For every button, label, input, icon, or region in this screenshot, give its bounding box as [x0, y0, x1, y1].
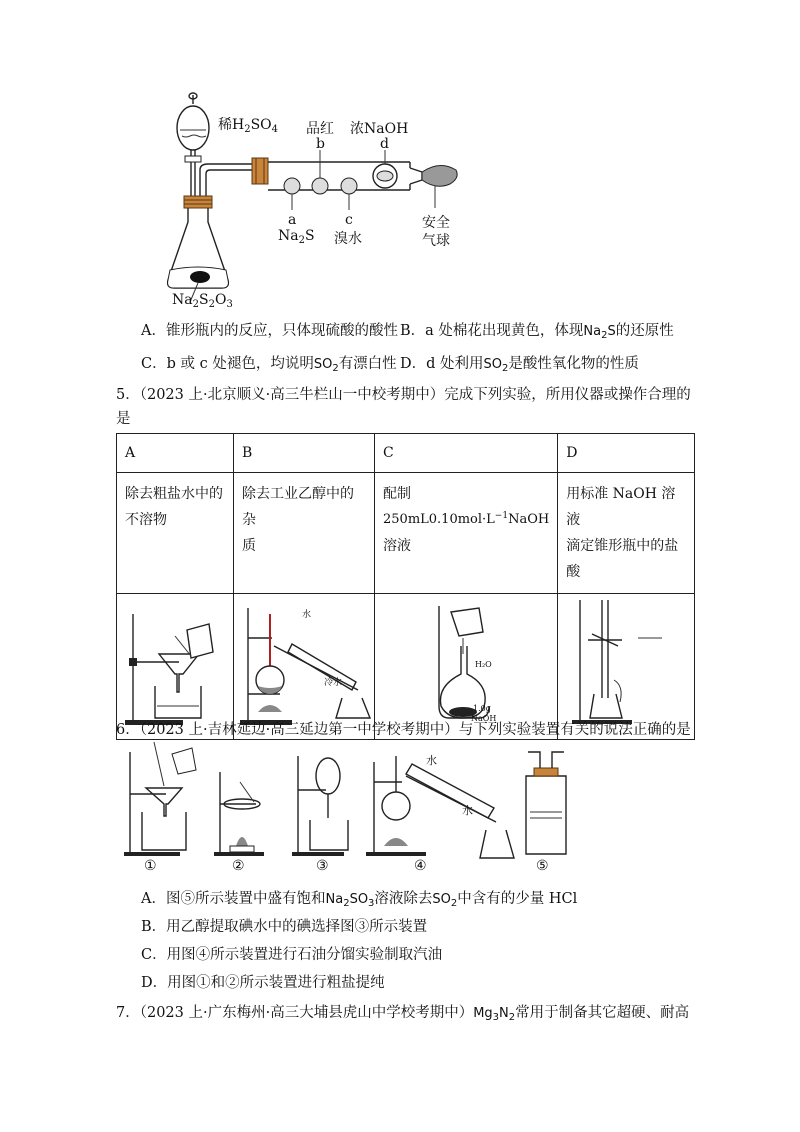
table-header-row: [117, 434, 695, 473]
label-fig-4: ④: [414, 858, 427, 874]
q6-apparatus-figure: [116, 742, 576, 882]
label-water-out: 水: [462, 804, 473, 817]
q4-option-a: A．锥形瓶内的反应，只体现硫酸的酸性: [141, 323, 398, 339]
image-b-distillation: [234, 594, 375, 740]
label-pinhong: 品红: [306, 121, 334, 137]
image-c-volumetric: [375, 594, 558, 740]
label-na2s2o3: $Na_2S_2O_3$: [172, 292, 233, 310]
q6-drawing: [116, 742, 576, 862]
label-c-mass: 1.0g: [473, 704, 491, 713]
desc-c: 配制 $250mL0.10mol\cdot L^{-1}NaOH$ 溶液: [375, 473, 558, 594]
q4-option-d: D．d 处利用$SO_2$是酸性氧化物的性质: [400, 356, 639, 374]
header-a: A: [117, 434, 234, 473]
desc-d: 用标准 NaOH 溶液 滴定锥形瓶中的盐 酸: [558, 473, 695, 594]
q6-option-a: A．图⑤所示装置中盛有饱和$Na_2SO_3$溶液除去$SO_2$中含有的少量 HCl: [141, 891, 578, 909]
q5-stem-line2: 是: [116, 411, 131, 427]
label-na2s: $Na_2S$: [278, 228, 315, 246]
q7-stem: 7．（2023 上·广东梅州·高三大埔县虎山中学校考期中）$Mg_3N_2$常用于制备其它超硬、耐高: [116, 1005, 690, 1023]
label-anquan: 安全: [422, 215, 450, 231]
label-b-cold-water: 冷水: [324, 678, 343, 688]
label-nong-naoh: 浓NaOH: [350, 121, 409, 137]
label-fig-5: ⑤: [536, 858, 549, 874]
label-d: d: [380, 136, 389, 152]
label-b: b: [316, 136, 325, 152]
q5-stem-line1: 5．（2023 上·北京顺义·高三牛栏山一中校考期中）完成下列实验，所用仪器或操作合理的: [116, 387, 691, 403]
header-c: C: [375, 434, 558, 473]
image-d-titration: [558, 594, 695, 740]
desc-b: 除去工业乙醇中的杂 质: [234, 473, 375, 594]
label-fig-3: ③: [316, 858, 329, 874]
desc-a: 除去粗盐水中的 不溶物: [117, 473, 234, 594]
label-fig-2: ②: [232, 858, 245, 874]
label-b-water: 水: [302, 610, 312, 620]
label-fig-1: ①: [144, 858, 157, 874]
label-xiushui: 溴水: [334, 231, 362, 247]
q6-option-d: D．用图①和②所示装置进行粗盐提纯: [141, 975, 385, 991]
label-c-naoh: NaOH: [471, 714, 497, 723]
q5-options-table: [116, 433, 695, 740]
header-b: B: [234, 434, 375, 473]
table-desc-row: [117, 473, 695, 594]
q6-option-c: C．用图④所示装置进行石油分馏实验制取汽油: [141, 947, 443, 963]
table-image-row: [117, 594, 695, 740]
q4-option-c: C．b 或 c 处褪色，均说明$SO_2$有漂白性: [141, 356, 397, 374]
label-a: a: [288, 212, 297, 228]
label-c-h2o: H₂O: [475, 660, 492, 669]
label-qiqiu: 气球: [422, 233, 450, 249]
header-d: D: [558, 434, 695, 473]
q6-option-b: B．用乙醇提取碘水中的碘选择图③所示装置: [141, 919, 428, 935]
q6-stem: 6．（2023 上·吉林延边·高三延边第一中学校考期中）与下列实验装置有关的说法正确的是: [116, 722, 691, 738]
label-c: c: [345, 212, 353, 228]
label-water-in: 水: [426, 754, 437, 767]
q4-option-b: B．a 处棉花出现黄色，体现$Na_2S$的还原性: [400, 323, 674, 341]
image-a-filtration: [117, 594, 234, 740]
label-dilute-h2so4: 稀$H_2SO_4$: [218, 117, 279, 135]
